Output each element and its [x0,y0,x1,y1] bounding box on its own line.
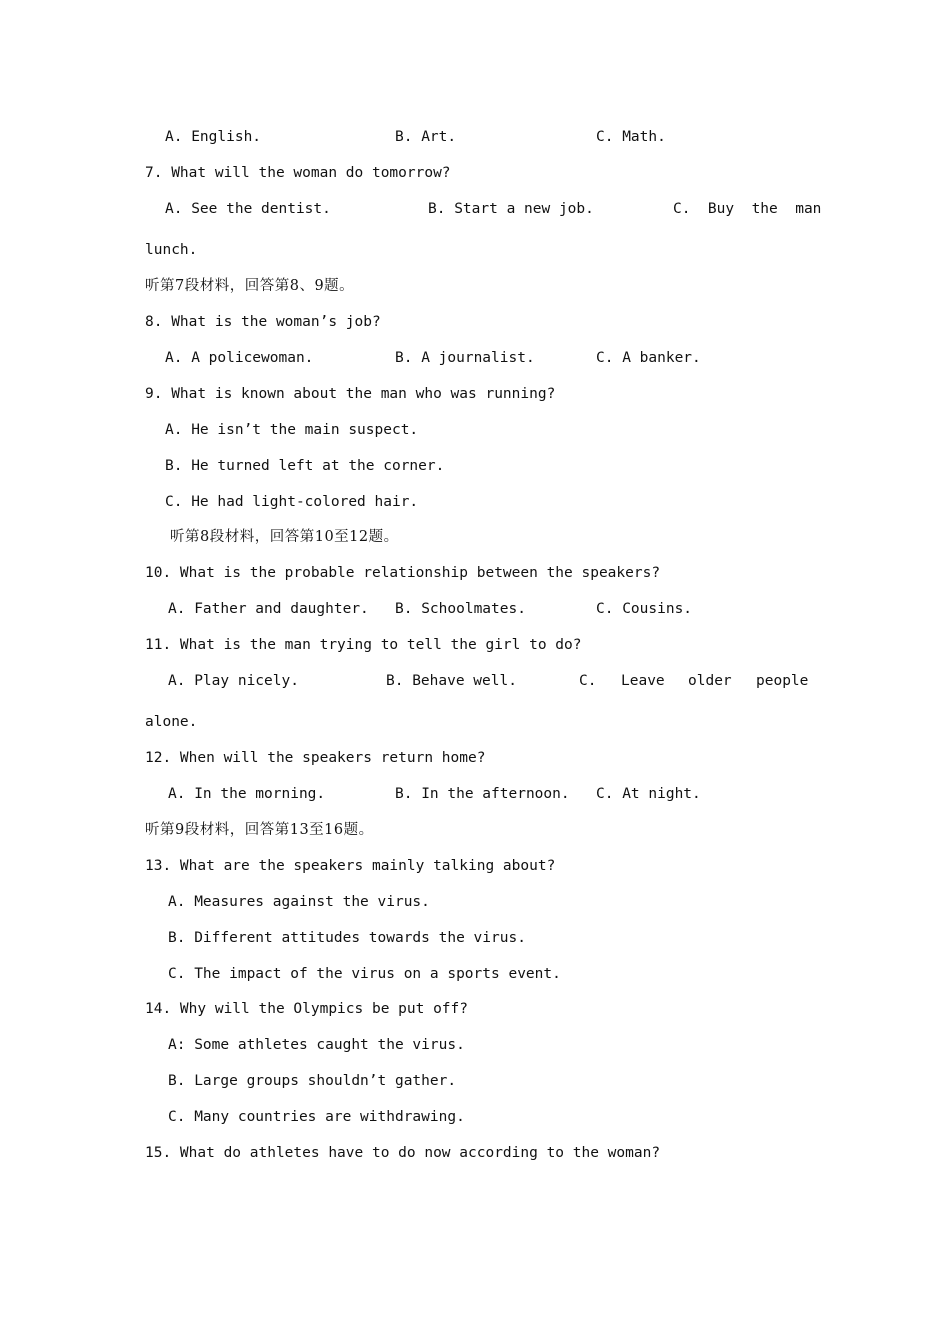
q13-option-a: A. Measures against the virus. [168,894,430,910]
q13-stem: 13. What are the speakers mainly talking about? [145,858,556,874]
section-8-heading: 听第8段材料，回答第10至12题。 [170,529,399,545]
q10-option-c: C. Cousins. [596,601,693,617]
q12-option-c: C. At night. [596,786,701,802]
q6-option-b: B. Art. [395,129,457,145]
q11-option-c-word-2: older [688,673,732,689]
q15-stem: 15. What do athletes have to do now according to the woman? [145,1145,661,1161]
q8-option-b: B. A journalist. [395,350,535,366]
q12-option-b: B. In the afternoon. [395,786,570,802]
q11-option-c-word-3: people [756,673,809,689]
q11-option-c-continued: alone. [145,714,198,730]
q11-option-a: A. Play nicely. [168,673,299,689]
q7-option-c-continued: lunch. [145,242,198,258]
q7-option-a: A. See the dentist. [165,201,331,217]
q11-option-c-letter: C. [579,673,597,689]
q10-option-a: A. Father and daughter. [168,601,369,617]
q9-option-c: C. He had light-colored hair. [165,494,419,510]
q10-option-b: B. Schoolmates. [395,601,526,617]
q11-stem: 11. What is the man trying to tell the girl to do? [145,637,582,653]
q7-option-b: B. Start a new job. [428,201,594,217]
q11-option-b: B. Behave well. [386,673,517,689]
q7-stem: 7. What will the woman do tomorrow? [145,165,451,181]
q14-stem: 14. Why will the Olympics be put off? [145,1001,469,1017]
section-7-heading: 听第7段材料，回答第8、9题。 [145,278,355,294]
q11-option-c-word-1: Leave [621,673,665,689]
q7-option-c: C. Buy the man [673,201,822,217]
q13-option-c: C. The impact of the virus on a sports event. [168,966,561,982]
q12-option-a: A. In the morning. [168,786,326,802]
q6-option-c: C. Math. [596,129,666,145]
q9-option-a: A. He isn’t the main suspect. [165,422,419,438]
section-9-heading: 听第9段材料，回答第13至16题。 [145,822,374,838]
q8-option-c: C. A banker. [596,350,701,366]
q14-option-c: C. Many countries are withdrawing. [168,1109,465,1125]
q12-stem: 12. When will the speakers return home? [145,750,486,766]
q6-option-a: A. English. [165,129,262,145]
q14-option-b: B. Large groups shouldn’t gather. [168,1073,457,1089]
q9-option-b: B. He turned left at the corner. [165,458,445,474]
q10-stem: 10. What is the probable relationship between the speakers? [145,565,661,581]
q8-stem: 8. What is the woman’s job? [145,314,381,330]
q13-option-b: B. Different attitudes towards the virus. [168,930,526,946]
q8-option-a: A. A policewoman. [165,350,314,366]
q14-option-a: A: Some athletes caught the virus. [168,1037,465,1053]
q9-stem: 9. What is known about the man who was running? [145,386,556,402]
